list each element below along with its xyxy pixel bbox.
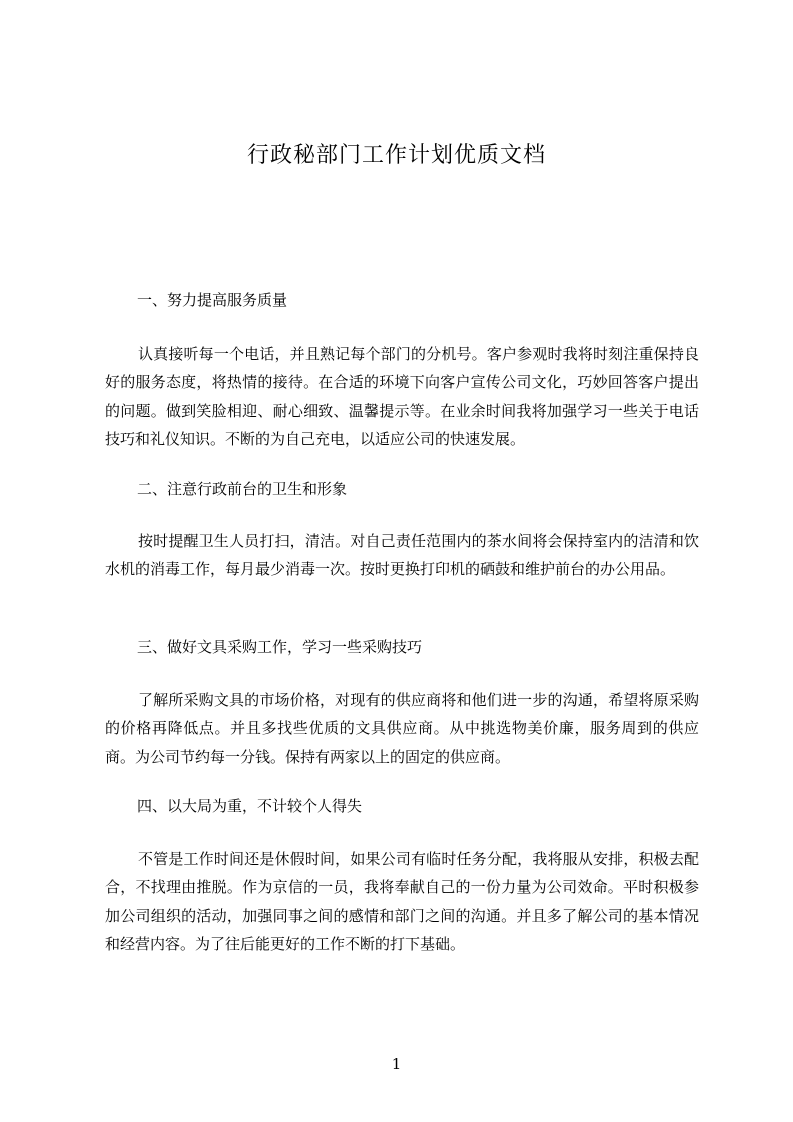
section-heading-2: 二、注意行政前台的卫生和形象 xyxy=(137,480,348,498)
section-body-1: 认真接听每一个电话，并且熟记每个部门的分机号。客户参观时我将时刻注重保持良好的服务态度，将热情的接待。在合适的环境下向客户宣传公司文化，巧妙回答客户提出的问题。做到笑脸相迎、耐心细致、温馨提示等。在业余时间我将加强学习一些关于电话技巧和礼仪知识。不断的为自己充电，以适应公司的快速发展。 xyxy=(105,345,699,448)
section-body-3: 了解所采购文具的市场价格，对现有的供应商将和他们进一步的沟通，希望将原采购的价格再降低点。并且多找些优质的文具供应商。从中挑选物美价廉，服务周到的供应商。为公司节约每一分钱。保持有两家以上的固定的供应商。 xyxy=(105,691,699,766)
section-heading-3: 三、做好文具采购工作，学习一些采购技巧 xyxy=(137,638,423,656)
section-heading-1: 一、努力提高服务质量 xyxy=(137,291,288,309)
section-heading-4: 四、以大局为重，不计较个人得失 xyxy=(137,797,363,815)
section-body-2: 按时提醒卫生人员打扫，清洁。对自己责任范围内的茶水间将会保持室内的洁清和饮水机的消毒工作，每月最少消毒一次。按时更换打印机的硒鼓和维护前台的办公用品。 xyxy=(105,532,699,579)
section-body-4: 不管是工作时间还是休假时间，如果公司有临时任务分配，我将服从安排，积极去配合，不找理由推脱。作为京信的一员，我将奉献自己的一份力量为公司效命。平时积极参加公司组织的活动，加强同事之间的感情和部门之间的沟通。并且多了解公司的基本情况和经营内容。为了往后能更好的工作不断的打下基础。 xyxy=(105,850,699,953)
page-number: 1 xyxy=(391,1055,402,1073)
document-title: 行政秘部门工作计划优质文档 xyxy=(246,143,546,168)
